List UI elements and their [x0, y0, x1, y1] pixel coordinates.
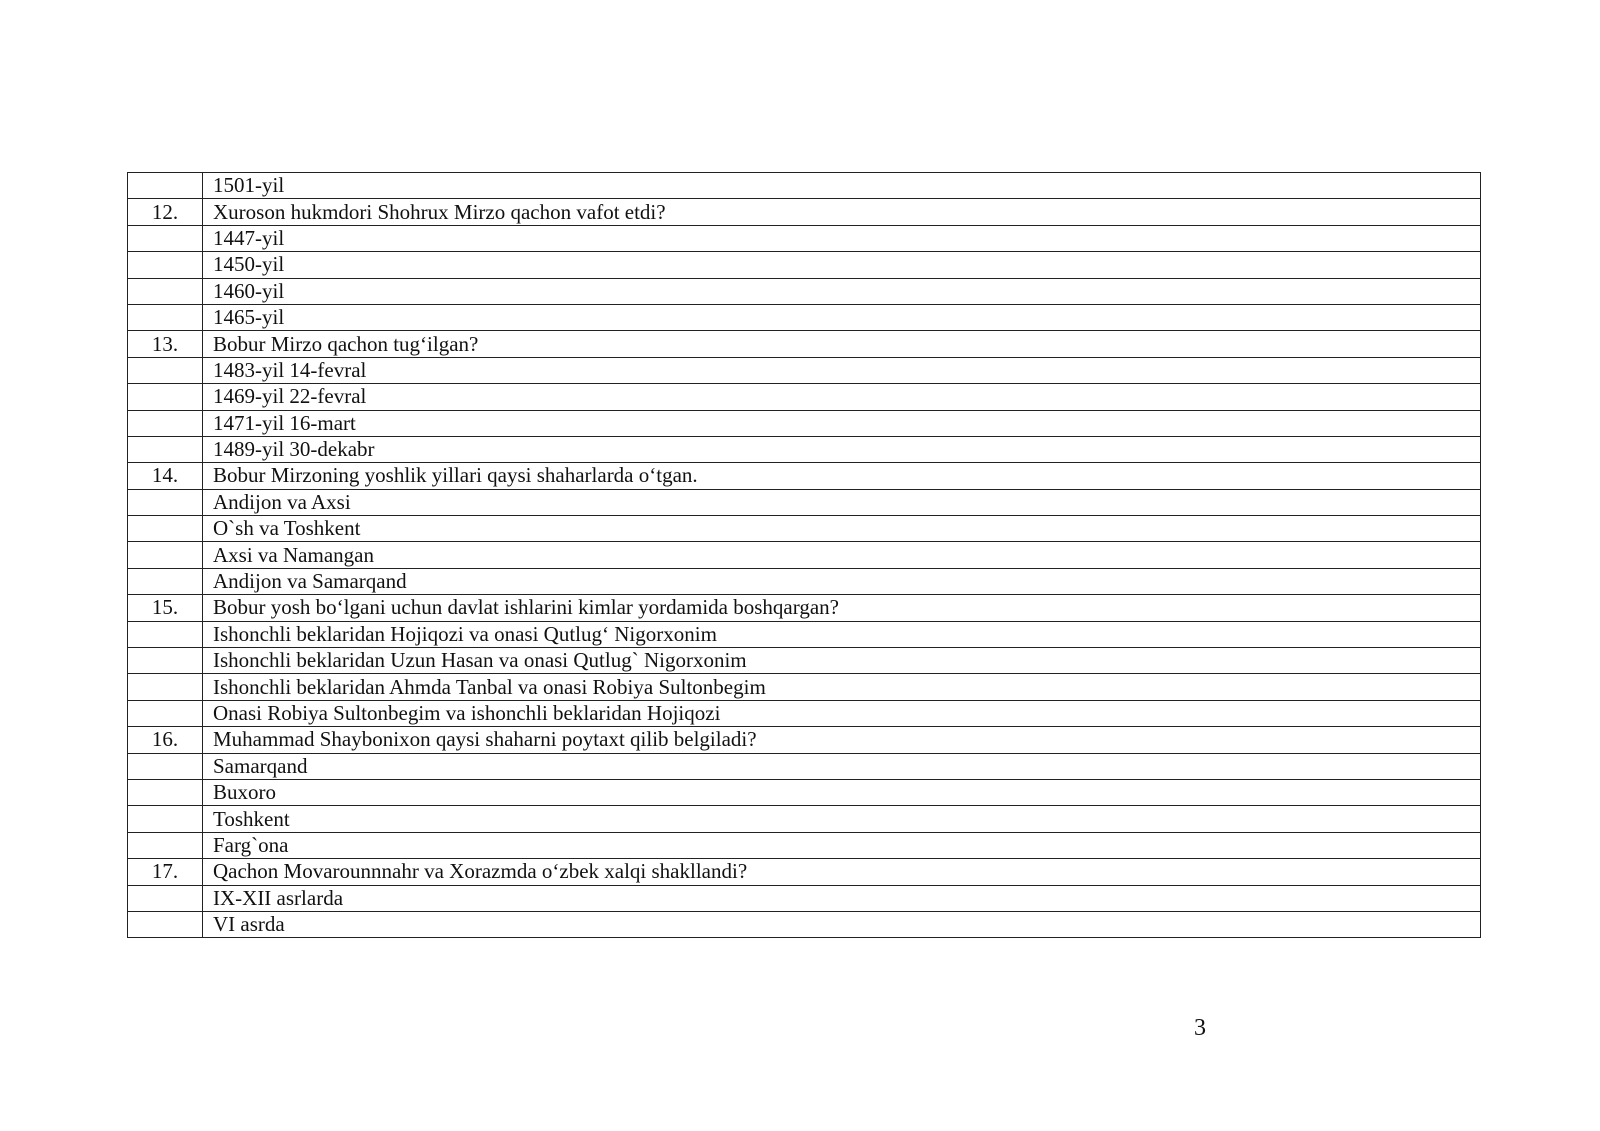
row-number-cell	[128, 753, 203, 779]
row-number-cell	[128, 252, 203, 278]
row-number-cell	[128, 278, 203, 304]
answer-text-cell: 1460-yil	[203, 278, 1481, 304]
answer-row	[128, 436, 1481, 462]
quiz-table-body	[128, 173, 1481, 938]
answer-text-cell: Ishonchli beklaridan Uzun Hasan va onasi Qutlug` Nigorxonim	[203, 648, 1481, 674]
answer-text-cell: VI asrda	[203, 911, 1481, 937]
answer-row	[128, 489, 1481, 515]
answer-row	[128, 753, 1481, 779]
answer-row	[128, 779, 1481, 805]
answer-text-cell: Axsi va Namangan	[203, 542, 1481, 568]
row-number-cell	[128, 542, 203, 568]
answer-text-cell: 1489-yil 30-dekabr	[203, 436, 1481, 462]
answer-text-cell: Samarqand	[203, 753, 1481, 779]
answer-row	[128, 568, 1481, 594]
answer-row	[128, 173, 1481, 199]
question-text-cell: Bobur Mirzo qachon tug‘ilgan?	[203, 331, 1481, 357]
answer-text-cell: Andijon va Axsi	[203, 489, 1481, 515]
answer-row	[128, 911, 1481, 937]
answer-row	[128, 674, 1481, 700]
row-number-cell	[128, 674, 203, 700]
page-number: 3	[1194, 1015, 1206, 1041]
question-row	[128, 727, 1481, 753]
question-text-cell: Bobur Mirzoning yoshlik yillari qaysi shaharlarda o‘tgan.	[203, 463, 1481, 489]
answer-row	[128, 225, 1481, 251]
answer-text-cell: Buxoro	[203, 779, 1481, 805]
answer-row	[128, 410, 1481, 436]
row-number-cell	[128, 832, 203, 858]
answer-text-cell: 1469-yil 22-fevral	[203, 384, 1481, 410]
row-number-cell: 14.	[128, 463, 203, 489]
row-number-cell	[128, 621, 203, 647]
question-text-cell: Qachon Movarounnnahr va Xorazmda o‘zbek xalqi shakllandi?	[203, 859, 1481, 885]
answer-text-cell: IX-XII asrlarda	[203, 885, 1481, 911]
row-number-cell	[128, 885, 203, 911]
row-number-cell: 13.	[128, 331, 203, 357]
answer-text-cell: 1501-yil	[203, 173, 1481, 199]
question-text-cell: Bobur yosh bo‘lgani uchun davlat ishlarini kimlar yordamida boshqargan?	[203, 595, 1481, 621]
question-row	[128, 595, 1481, 621]
row-number-cell	[128, 489, 203, 515]
row-number-cell	[128, 700, 203, 726]
answer-text-cell: Farg`ona	[203, 832, 1481, 858]
row-number-cell	[128, 173, 203, 199]
answer-row	[128, 278, 1481, 304]
answer-row	[128, 252, 1481, 278]
answer-row	[128, 304, 1481, 330]
answer-row	[128, 384, 1481, 410]
answer-row	[128, 516, 1481, 542]
quiz-table	[127, 172, 1481, 938]
question-text-cell: Muhammad Shaybonixon qaysi shaharni poytaxt qilib belgiladi?	[203, 727, 1481, 753]
answer-text-cell: 1471-yil 16-mart	[203, 410, 1481, 436]
answer-text-cell: Onasi Robiya Sultonbegim va ishonchli beklaridan Hojiqozi	[203, 700, 1481, 726]
row-number-cell	[128, 779, 203, 805]
row-number-cell	[128, 357, 203, 383]
answer-text-cell: 1450-yil	[203, 252, 1481, 278]
answer-text-cell: Ishonchli beklaridan Ahmda Tanbal va onasi Robiya Sultonbegim	[203, 674, 1481, 700]
question-row	[128, 463, 1481, 489]
row-number-cell	[128, 225, 203, 251]
answer-text-cell: 1447-yil	[203, 225, 1481, 251]
answer-row	[128, 885, 1481, 911]
question-text-cell: Xuroson hukmdori Shohrux Mirzo qachon vafot etdi?	[203, 199, 1481, 225]
row-number-cell	[128, 516, 203, 542]
row-number-cell: 16.	[128, 727, 203, 753]
answer-row	[128, 357, 1481, 383]
answer-text-cell: Toshkent	[203, 806, 1481, 832]
answer-text-cell: 1483-yil 14-fevral	[203, 357, 1481, 383]
answer-row	[128, 648, 1481, 674]
answer-row	[128, 806, 1481, 832]
row-number-cell: 17.	[128, 859, 203, 885]
row-number-cell: 12.	[128, 199, 203, 225]
answer-text-cell: Ishonchli beklaridan Hojiqozi va onasi Qutlug‘ Nigorxonim	[203, 621, 1481, 647]
answer-row	[128, 542, 1481, 568]
question-row	[128, 199, 1481, 225]
row-number-cell	[128, 410, 203, 436]
row-number-cell	[128, 648, 203, 674]
question-row	[128, 331, 1481, 357]
question-row	[128, 859, 1481, 885]
row-number-cell	[128, 384, 203, 410]
row-number-cell: 15.	[128, 595, 203, 621]
row-number-cell	[128, 436, 203, 462]
answer-text-cell: 1465-yil	[203, 304, 1481, 330]
answer-row	[128, 621, 1481, 647]
answer-text-cell: O`sh va Toshkent	[203, 516, 1481, 542]
row-number-cell	[128, 568, 203, 594]
row-number-cell	[128, 304, 203, 330]
row-number-cell	[128, 806, 203, 832]
answer-row	[128, 700, 1481, 726]
answer-row	[128, 832, 1481, 858]
row-number-cell	[128, 911, 203, 937]
answer-text-cell: Andijon va Samarqand	[203, 568, 1481, 594]
